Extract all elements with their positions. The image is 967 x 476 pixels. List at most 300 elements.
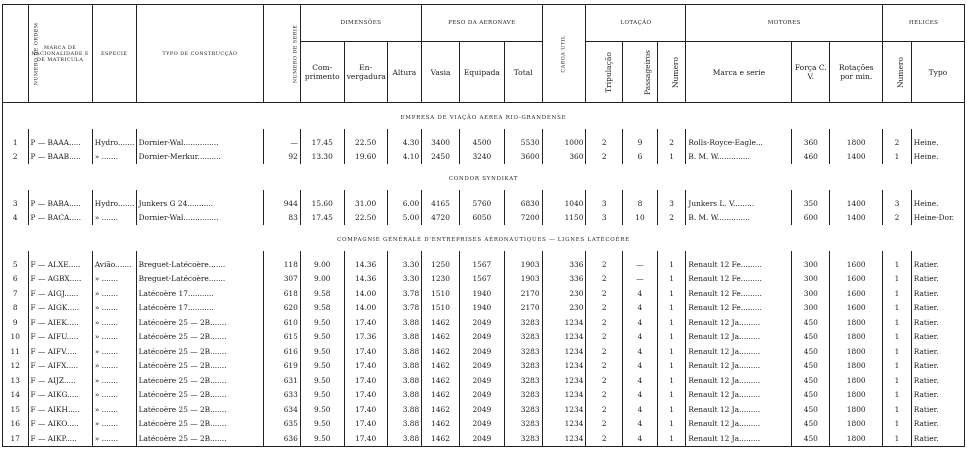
length-value: 9.58 bbox=[300, 286, 344, 301]
horsepower-value: 300 bbox=[792, 286, 830, 301]
rpm-value: 1800 bbox=[830, 373, 883, 388]
wingspan-value: 31.00 bbox=[344, 196, 387, 211]
height-value: 3.88 bbox=[387, 373, 422, 388]
length-value: 9.50 bbox=[300, 388, 344, 403]
engine-make: Rolls-Royce-Eagle... bbox=[686, 135, 792, 150]
serial-number: 92 bbox=[264, 150, 301, 165]
crew-count: 3 bbox=[586, 211, 623, 226]
propeller-count: 1 bbox=[883, 257, 912, 272]
engine-make: Renault 12 Ja......... bbox=[686, 417, 792, 432]
propeller-type: Ratier. bbox=[911, 431, 964, 446]
wingspan-value: 17.40 bbox=[344, 373, 387, 388]
section-title-row bbox=[3, 103, 965, 130]
total-weight: 1903 bbox=[504, 272, 542, 287]
construction-type: Latécoère 25 — 2B....... bbox=[136, 344, 264, 359]
payload-value: 1234 bbox=[542, 402, 586, 417]
length-value: 9.00 bbox=[300, 272, 344, 287]
propeller-type: Ratier. bbox=[911, 286, 964, 301]
equipped-weight: 5760 bbox=[459, 196, 504, 211]
propeller-type: Heine. bbox=[911, 135, 964, 150]
registration-mark: F — AIFX..... bbox=[28, 359, 92, 374]
horsepower-value: 450 bbox=[792, 431, 830, 446]
passenger-count: 4 bbox=[623, 402, 658, 417]
aircraft-kind: » ....... bbox=[92, 272, 136, 287]
aircraft-kind: Hydro....... bbox=[92, 135, 136, 150]
construction-type: Latécoère 25 — 2B....... bbox=[136, 431, 264, 446]
table-row bbox=[3, 272, 965, 287]
crew-count: 2 bbox=[586, 431, 623, 446]
payload-value: 230 bbox=[542, 301, 586, 316]
crew-count: 2 bbox=[586, 402, 623, 417]
engine-make: Renault 12 Ja......... bbox=[686, 330, 792, 345]
crew-count: 2 bbox=[586, 388, 623, 403]
registration-mark: P — BABA..... bbox=[28, 196, 92, 211]
propeller-count: 1 bbox=[883, 417, 912, 432]
empty-weight: 1462 bbox=[422, 431, 460, 446]
table-row bbox=[3, 417, 965, 432]
registration-mark: F — AGBX..... bbox=[28, 272, 92, 287]
construction-type: Latécoère 17........... bbox=[136, 286, 264, 301]
row-number: 13 bbox=[3, 373, 29, 388]
table-row bbox=[3, 402, 965, 417]
engine-count: 1 bbox=[657, 315, 686, 330]
wingspan-value: 17.36 bbox=[344, 330, 387, 345]
length-value: 9.50 bbox=[300, 402, 344, 417]
engine-make: Junkers L. V......... bbox=[686, 196, 792, 211]
empty-weight: 1230 bbox=[422, 272, 460, 287]
equipped-weight: 2049 bbox=[459, 388, 504, 403]
registration-mark: F — AIJZ..... bbox=[28, 373, 92, 388]
height-value: 3.88 bbox=[387, 359, 422, 374]
empty-weight: 1462 bbox=[422, 417, 460, 432]
serial-number: 83 bbox=[264, 211, 301, 226]
horsepower-value: 450 bbox=[792, 417, 830, 432]
wingspan-value: 17.40 bbox=[344, 417, 387, 432]
propeller-count: 1 bbox=[883, 373, 912, 388]
equipped-weight: 2049 bbox=[459, 359, 504, 374]
aircraft-kind: » ....... bbox=[92, 402, 136, 417]
engine-make: Renault 12 Fe......... bbox=[686, 286, 792, 301]
payload-value: 360 bbox=[542, 150, 586, 165]
serial-number: — bbox=[264, 135, 301, 150]
construction-type: Dornier-Wal............... bbox=[136, 211, 264, 226]
total-weight: 6830 bbox=[504, 196, 542, 211]
propeller-type: Heine. bbox=[911, 196, 964, 211]
table-row bbox=[3, 301, 965, 316]
empty-weight: 1462 bbox=[422, 330, 460, 345]
empty-weight: 1462 bbox=[422, 388, 460, 403]
table-row bbox=[3, 135, 965, 150]
horsepower-value: 300 bbox=[792, 301, 830, 316]
rpm-value: 1600 bbox=[830, 301, 883, 316]
empty-weight: 1462 bbox=[422, 315, 460, 330]
propeller-count: 2 bbox=[883, 211, 912, 226]
propeller-count: 1 bbox=[883, 359, 912, 374]
aircraft-kind: » ....... bbox=[92, 359, 136, 374]
row-number: 3 bbox=[3, 196, 29, 211]
table-row bbox=[3, 315, 965, 330]
propeller-count: 1 bbox=[883, 388, 912, 403]
col-header-passageiros: Passageiros bbox=[623, 42, 658, 103]
length-value: 13.30 bbox=[300, 150, 344, 165]
total-weight: 2170 bbox=[504, 286, 542, 301]
col-header-envergadura: En- vergadura bbox=[344, 42, 387, 103]
engine-count: 1 bbox=[657, 402, 686, 417]
table-row bbox=[3, 211, 965, 226]
wingspan-value: 17.40 bbox=[344, 359, 387, 374]
crew-count: 2 bbox=[586, 417, 623, 432]
propeller-count: 1 bbox=[883, 301, 912, 316]
engine-count: 1 bbox=[657, 431, 686, 446]
passenger-count: 6 bbox=[623, 150, 658, 165]
engine-make: Renault 12 Ja......... bbox=[686, 359, 792, 374]
payload-value: 1040 bbox=[542, 196, 586, 211]
height-value: 3.88 bbox=[387, 402, 422, 417]
payload-value: 1234 bbox=[542, 315, 586, 330]
construction-type: Dornier-Wal............... bbox=[136, 135, 264, 150]
passenger-count: 4 bbox=[623, 301, 658, 316]
table-row bbox=[3, 359, 965, 374]
aircraft-kind: » ....... bbox=[92, 301, 136, 316]
engine-count: 1 bbox=[657, 330, 686, 345]
serial-number: 620 bbox=[264, 301, 301, 316]
horsepower-value: 450 bbox=[792, 330, 830, 345]
table-row bbox=[3, 257, 965, 272]
empty-weight: 1250 bbox=[422, 257, 460, 272]
horsepower-value: 450 bbox=[792, 359, 830, 374]
horsepower-value: 350 bbox=[792, 196, 830, 211]
empty-weight: 4165 bbox=[422, 196, 460, 211]
rpm-value: 1800 bbox=[830, 135, 883, 150]
engine-count: 1 bbox=[657, 150, 686, 165]
engine-count: 1 bbox=[657, 344, 686, 359]
length-value: 9.00 bbox=[300, 257, 344, 272]
col-header-forca: Força C. V. bbox=[792, 42, 830, 103]
table-body bbox=[3, 103, 965, 447]
rpm-value: 1400 bbox=[830, 150, 883, 165]
row-number: 9 bbox=[3, 315, 29, 330]
aircraft-kind: » ....... bbox=[92, 315, 136, 330]
equipped-weight: 2049 bbox=[459, 315, 504, 330]
engine-count: 1 bbox=[657, 286, 686, 301]
col-header-tripulacao: Tripulação bbox=[586, 42, 623, 103]
payload-value: 1234 bbox=[542, 388, 586, 403]
total-weight: 5530 bbox=[504, 135, 542, 150]
rpm-value: 1800 bbox=[830, 344, 883, 359]
length-value: 15.60 bbox=[300, 196, 344, 211]
rpm-value: 1800 bbox=[830, 330, 883, 345]
passenger-count: 4 bbox=[623, 359, 658, 374]
construction-type: Latécoère 25 — 2B....... bbox=[136, 330, 264, 345]
registration-mark: F — AIFV..... bbox=[28, 344, 92, 359]
height-value: 3.78 bbox=[387, 286, 422, 301]
propeller-type: Ratier. bbox=[911, 330, 964, 345]
equipped-weight: 2049 bbox=[459, 431, 504, 446]
serial-number: 616 bbox=[264, 344, 301, 359]
empty-weight: 3400 bbox=[422, 135, 460, 150]
total-weight: 3283 bbox=[504, 330, 542, 345]
length-value: 9.50 bbox=[300, 344, 344, 359]
col-header-altura: Altura bbox=[387, 42, 422, 103]
construction-type: Latécoère 25 — 2B....... bbox=[136, 373, 264, 388]
crew-count: 2 bbox=[586, 359, 623, 374]
engine-make: Renault 12 Fe......... bbox=[686, 301, 792, 316]
wingspan-value: 14.00 bbox=[344, 301, 387, 316]
height-value: 4.10 bbox=[387, 150, 422, 165]
col-header-numero: Numero bbox=[657, 42, 686, 103]
rpm-value: 1600 bbox=[830, 286, 883, 301]
empty-weight: 1462 bbox=[422, 359, 460, 374]
row-number: 15 bbox=[3, 402, 29, 417]
propeller-count: 1 bbox=[883, 330, 912, 345]
row-number: 11 bbox=[3, 344, 29, 359]
registration-mark: F — AIKP..... bbox=[28, 431, 92, 446]
construction-type: Breguet-Latécoère....... bbox=[136, 272, 264, 287]
payload-value: 336 bbox=[542, 272, 586, 287]
horsepower-value: 600 bbox=[792, 211, 830, 226]
aircraft-kind: » ....... bbox=[92, 211, 136, 226]
col-header-ordem: NUMERO DE ORDEM bbox=[3, 5, 29, 103]
construction-type: Latécoère 25 — 2B....... bbox=[136, 359, 264, 374]
total-weight: 3283 bbox=[504, 344, 542, 359]
col-header-marca-serie: Marca e serie bbox=[686, 42, 792, 103]
engine-count: 2 bbox=[657, 211, 686, 226]
table-row bbox=[3, 196, 965, 211]
length-value: 9.50 bbox=[300, 359, 344, 374]
propeller-count: 1 bbox=[883, 431, 912, 446]
passenger-count: 4 bbox=[623, 286, 658, 301]
construction-type: Latécoère 25 — 2B....... bbox=[136, 315, 264, 330]
propeller-type: Ratier. bbox=[911, 417, 964, 432]
section-title: EMPRESA DE VIAÇÃO AEREA RIO-GRANDENSE bbox=[3, 103, 965, 130]
group-header-helices: HELICES bbox=[883, 5, 965, 42]
total-weight: 3283 bbox=[504, 359, 542, 374]
row-number: 2 bbox=[3, 150, 29, 165]
propeller-count: 1 bbox=[883, 315, 912, 330]
propeller-type: Heine. bbox=[911, 150, 964, 165]
col-header-marca: MARCA DE NACIONALIDADE E DE MATRICULA bbox=[28, 5, 92, 103]
equipped-weight: 2049 bbox=[459, 344, 504, 359]
equipped-weight: 4500 bbox=[459, 135, 504, 150]
construction-type: Latécoère 25 — 2B....... bbox=[136, 388, 264, 403]
wingspan-value: 17.40 bbox=[344, 388, 387, 403]
table-row bbox=[3, 431, 965, 446]
crew-count: 2 bbox=[586, 135, 623, 150]
passenger-count: — bbox=[623, 257, 658, 272]
payload-value: 1234 bbox=[542, 359, 586, 374]
rpm-value: 1800 bbox=[830, 388, 883, 403]
payload-value: 1150 bbox=[542, 211, 586, 226]
row-number: 7 bbox=[3, 286, 29, 301]
propeller-count: 1 bbox=[883, 402, 912, 417]
row-number: 1 bbox=[3, 135, 29, 150]
propeller-count: 1 bbox=[883, 272, 912, 287]
engine-count: 1 bbox=[657, 272, 686, 287]
total-weight: 3283 bbox=[504, 402, 542, 417]
propeller-count: 2 bbox=[883, 135, 912, 150]
engine-make: Renault 12 Ja......... bbox=[686, 373, 792, 388]
total-weight: 3283 bbox=[504, 417, 542, 432]
horsepower-value: 460 bbox=[792, 150, 830, 165]
height-value: 3.30 bbox=[387, 257, 422, 272]
engine-make: Renault 12 Ja......... bbox=[686, 431, 792, 446]
horsepower-value: 450 bbox=[792, 388, 830, 403]
wingspan-value: 17.40 bbox=[344, 315, 387, 330]
total-weight: 3283 bbox=[504, 315, 542, 330]
rpm-value: 1400 bbox=[830, 211, 883, 226]
construction-type: Latécoère 17........... bbox=[136, 301, 264, 316]
horsepower-value: 300 bbox=[792, 272, 830, 287]
propeller-type: Ratier. bbox=[911, 257, 964, 272]
passenger-count: 4 bbox=[623, 373, 658, 388]
registration-mark: P — BAAB..... bbox=[28, 150, 92, 165]
propeller-type: Ratier. bbox=[911, 402, 964, 417]
crew-count: 2 bbox=[586, 373, 623, 388]
passenger-count: 4 bbox=[623, 330, 658, 345]
horsepower-value: 300 bbox=[792, 257, 830, 272]
rpm-value: 1800 bbox=[830, 359, 883, 374]
crew-count: 2 bbox=[586, 257, 623, 272]
equipped-weight: 1940 bbox=[459, 286, 504, 301]
length-value: 17.45 bbox=[300, 135, 344, 150]
col-header-carga: CARGA UTIL bbox=[542, 5, 586, 103]
engine-make: Renault 12 Fe......... bbox=[686, 272, 792, 287]
crew-count: 2 bbox=[586, 344, 623, 359]
height-value: 3.88 bbox=[387, 330, 422, 345]
horsepower-value: 450 bbox=[792, 373, 830, 388]
equipped-weight: 6050 bbox=[459, 211, 504, 226]
rpm-value: 1800 bbox=[830, 417, 883, 432]
rpm-value: 1800 bbox=[830, 431, 883, 446]
propeller-count: 3 bbox=[883, 196, 912, 211]
length-value: 9.50 bbox=[300, 417, 344, 432]
empty-weight: 1510 bbox=[422, 286, 460, 301]
engine-make: Renault 12 Fe......... bbox=[686, 257, 792, 272]
row-number: 8 bbox=[3, 301, 29, 316]
payload-value: 230 bbox=[542, 286, 586, 301]
serial-number: 307 bbox=[264, 272, 301, 287]
section-title: CONDOR SYNDIKAT bbox=[3, 164, 965, 190]
engine-make: Renault 12 Ja......... bbox=[686, 388, 792, 403]
table-row bbox=[3, 330, 965, 345]
payload-value: 1234 bbox=[542, 417, 586, 432]
group-header-motores: MOTORES bbox=[686, 5, 883, 42]
row-number: 10 bbox=[3, 330, 29, 345]
serial-number: 610 bbox=[264, 315, 301, 330]
wingspan-value: 14.36 bbox=[344, 272, 387, 287]
serial-number: 634 bbox=[264, 402, 301, 417]
horsepower-value: 360 bbox=[792, 135, 830, 150]
engine-count: 1 bbox=[657, 257, 686, 272]
engine-count: 1 bbox=[657, 301, 686, 316]
col-header-especie: ESPECIE bbox=[92, 5, 136, 103]
aircraft-kind: » ....... bbox=[92, 286, 136, 301]
construction-type: Dornier-Merkur.......... bbox=[136, 150, 264, 165]
payload-value: 1234 bbox=[542, 373, 586, 388]
horsepower-value: 450 bbox=[792, 402, 830, 417]
row-number: 12 bbox=[3, 359, 29, 374]
row-number: 17 bbox=[3, 431, 29, 446]
wingspan-value: 22.50 bbox=[344, 135, 387, 150]
col-header-helice-numero: Numero bbox=[883, 42, 912, 103]
rpm-value: 1800 bbox=[830, 402, 883, 417]
construction-type: Latécoère 25 — 2B....... bbox=[136, 402, 264, 417]
col-header-vasia: Vasia bbox=[422, 42, 460, 103]
registration-mark: F — AIKO..... bbox=[28, 417, 92, 432]
aircraft-kind: » ....... bbox=[92, 150, 136, 165]
registration-mark: F — AIEK..... bbox=[28, 315, 92, 330]
serial-number: 944 bbox=[264, 196, 301, 211]
aircraft-kind: » ....... bbox=[92, 344, 136, 359]
length-value: 9.50 bbox=[300, 330, 344, 345]
row-number: 5 bbox=[3, 257, 29, 272]
equipped-weight: 2049 bbox=[459, 373, 504, 388]
total-weight: 1903 bbox=[504, 257, 542, 272]
empty-weight: 2450 bbox=[422, 150, 460, 165]
equipped-weight: 2049 bbox=[459, 417, 504, 432]
wingspan-value: 14.36 bbox=[344, 257, 387, 272]
col-header-comprimento: Com- primento bbox=[300, 42, 344, 103]
registration-mark: P — BACA..... bbox=[28, 211, 92, 226]
payload-value: 1234 bbox=[542, 330, 586, 345]
wingspan-value: 19.60 bbox=[344, 150, 387, 165]
serial-number: 635 bbox=[264, 417, 301, 432]
serial-number: 118 bbox=[264, 257, 301, 272]
wingspan-value: 17.40 bbox=[344, 402, 387, 417]
crew-count: 2 bbox=[586, 330, 623, 345]
aircraft-register-table bbox=[2, 4, 965, 447]
row-number: 16 bbox=[3, 417, 29, 432]
total-weight: 2170 bbox=[504, 301, 542, 316]
wingspan-value: 14.00 bbox=[344, 286, 387, 301]
passenger-count: 4 bbox=[623, 315, 658, 330]
height-value: 5.00 bbox=[387, 211, 422, 226]
horsepower-value: 450 bbox=[792, 344, 830, 359]
equipped-weight: 2049 bbox=[459, 402, 504, 417]
propeller-count: 1 bbox=[883, 286, 912, 301]
engine-count: 1 bbox=[657, 359, 686, 374]
empty-weight: 4720 bbox=[422, 211, 460, 226]
total-weight: 3283 bbox=[504, 373, 542, 388]
passenger-count: — bbox=[623, 272, 658, 287]
aircraft-kind: » ....... bbox=[92, 330, 136, 345]
crew-count: 2 bbox=[586, 315, 623, 330]
aircraft-kind: Hydro....... bbox=[92, 196, 136, 211]
passenger-count: 10 bbox=[623, 211, 658, 226]
propeller-type: Ratier. bbox=[911, 272, 964, 287]
payload-value: 1234 bbox=[542, 431, 586, 446]
section-title-row bbox=[3, 164, 965, 190]
passenger-count: 4 bbox=[623, 431, 658, 446]
propeller-type: Heine-Dor. bbox=[911, 211, 964, 226]
passenger-count: 4 bbox=[623, 388, 658, 403]
rpm-value: 1800 bbox=[830, 315, 883, 330]
empty-weight: 1462 bbox=[422, 344, 460, 359]
height-value: 6.00 bbox=[387, 196, 422, 211]
engine-make: B. M. W.............. bbox=[686, 211, 792, 226]
total-weight: 3283 bbox=[504, 431, 542, 446]
table-header bbox=[3, 5, 965, 103]
crew-count: 2 bbox=[586, 301, 623, 316]
propeller-count: 1 bbox=[883, 150, 912, 165]
propeller-type: Ratier. bbox=[911, 388, 964, 403]
row-number: 6 bbox=[3, 272, 29, 287]
serial-number: 619 bbox=[264, 359, 301, 374]
equipped-weight: 1940 bbox=[459, 301, 504, 316]
engine-make: Renault 12 Ja......... bbox=[686, 344, 792, 359]
total-weight: 7200 bbox=[504, 211, 542, 226]
height-value: 3.88 bbox=[387, 431, 422, 446]
